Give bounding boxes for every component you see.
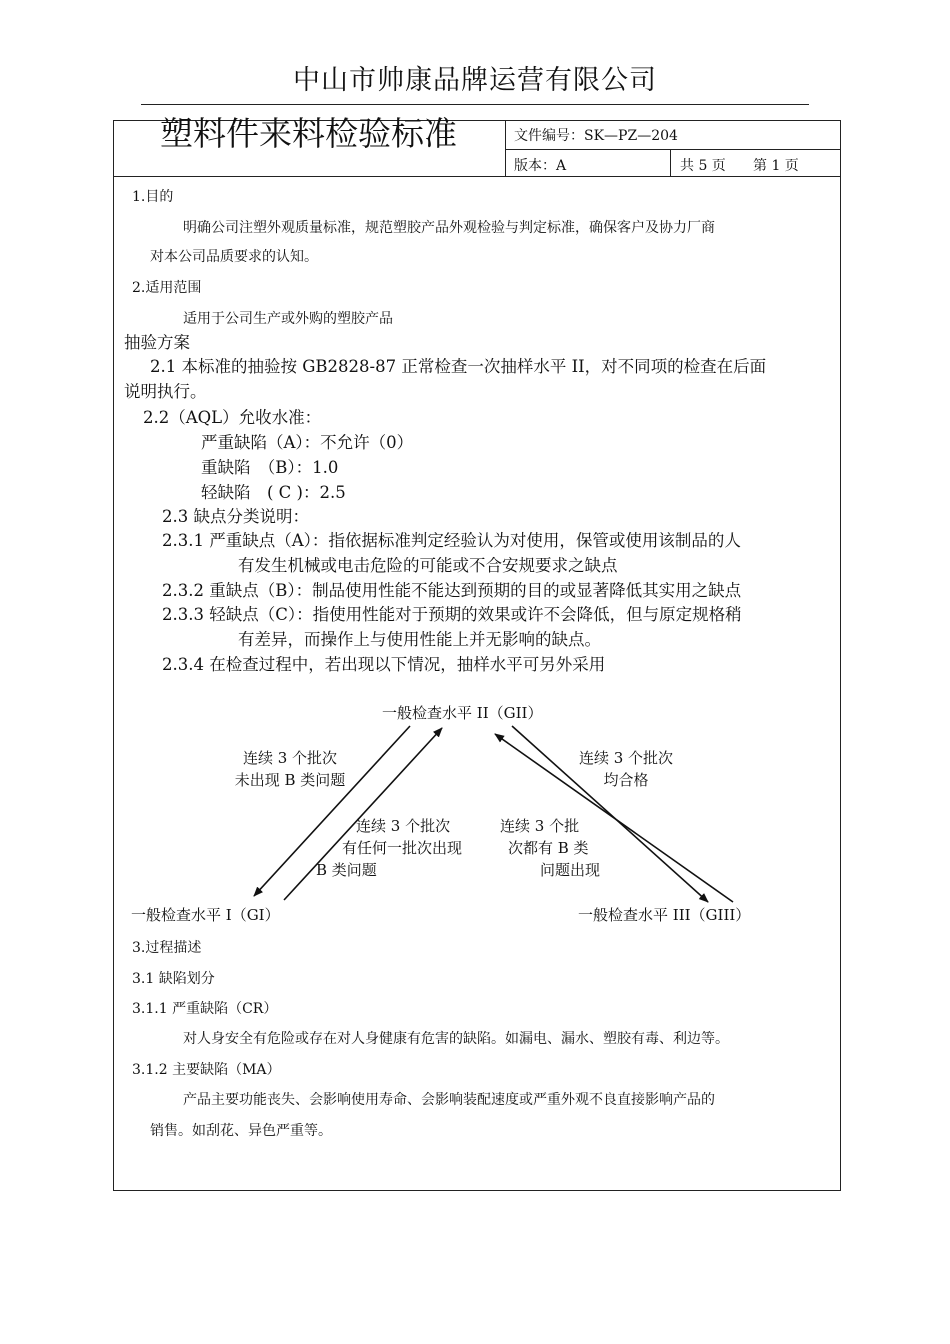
sampling-2-3-2: 2.3.2 重缺点（B）：制品使用性能不能达到预期的目的或显著降低其实用之缺点 xyxy=(162,581,742,600)
sampling-2-1-line-2: 说明执行。 xyxy=(124,382,207,401)
section-1-heading: 1.目的 xyxy=(132,189,174,205)
label-middle-left-3: B 类问题 xyxy=(316,861,377,879)
label-upper-right-2: 均合格 xyxy=(603,771,649,789)
section-2-line-1: 适用于公司生产或外购的塑胶产品 xyxy=(183,311,393,327)
label-upper-left xyxy=(224,747,356,791)
sampling-2-3-3-line-2: 有差异，而操作上与使用性能上并无影响的缺点。 xyxy=(238,630,601,649)
sampling-heading: 抽验方案 xyxy=(124,333,190,352)
label-upper-left-2: 未出现 B 类问题 xyxy=(234,771,346,789)
label-upper-right-1: 连续 3 个批次 xyxy=(578,749,674,767)
node-gii: 一般检查水平 II（GII） xyxy=(382,704,543,722)
section-3-1-2-line-1: 产品主要功能丧失、会影响使用寿命、会影响装配速度或严重外观不良直接影响产品的 xyxy=(183,1092,715,1108)
label-middle-left-2: 有任何一批次出现 xyxy=(342,839,463,857)
document-title: 塑料件来料检验标准 xyxy=(160,114,457,153)
sampling-2-3-1-line-1: 2.3.1 严重缺点（A）：指依据标准判定经验认为对使用，保管或使用该制品的人 xyxy=(162,531,741,550)
sampling-2-2: 2.2（AQL）允收水准： xyxy=(143,408,322,427)
aql-a: 严重缺陷（A）：不允许（0） xyxy=(201,433,414,452)
sampling-2-3-1-line-2: 有发生机械或电击危险的可能或不合安规要求之缺点 xyxy=(238,556,618,575)
section-3-1-1: 3.1.1 严重缺陷（CR） xyxy=(132,1001,278,1017)
page-number: 第 1 页 xyxy=(753,158,799,174)
label-middle-left xyxy=(316,815,478,881)
section-1-line-1: 明确公司注塑外观质量标准，规范塑胶产品外观检验与判定标准，确保客户及协力厂商 xyxy=(183,220,715,236)
total-pages: 共 5 页 xyxy=(680,158,726,174)
section-3-1-1-text: 对人身安全有危险或存在对人身健康有危害的缺陷。如漏电、漏水、塑胶有毒、利边等。 xyxy=(183,1031,729,1047)
node-gi: 一般检查水平 I（GI） xyxy=(131,906,280,924)
doc-number: 文件编号：SK—PZ—204 xyxy=(514,128,678,144)
label-middle-right-1: 连续 3 个批 xyxy=(500,817,580,835)
label-upper-left-1: 连续 3 个批次 xyxy=(242,749,338,767)
aql-b: 重缺陷 （B）：1.0 xyxy=(201,458,339,477)
sampling-2-1-line-1: 2.1 本标准的抽验按 GB2828-87 正常检查一次抽样水平 II，对不同项的检查在后面 xyxy=(150,357,767,376)
label-upper-right xyxy=(566,747,686,791)
sampling-2-3: 2.3 缺点分类说明： xyxy=(162,507,309,526)
label-middle-right-3: 问题出现 xyxy=(540,861,601,879)
section-2-heading: 2.适用范围 xyxy=(132,280,202,296)
section-3-1-2: 3.1.2 主要缺陷（MA） xyxy=(132,1062,281,1078)
aql-c: 轻缺陷 ( C )：2.5 xyxy=(201,483,346,502)
node-giii: 一般检查水平 III（GIII） xyxy=(578,906,751,924)
sampling-2-3-4: 2.3.4 在检查过程中，若出现以下情况，抽样水平可另外采用 xyxy=(162,655,606,674)
section-3-heading: 3.过程描述 xyxy=(132,940,202,956)
version: 版本：A xyxy=(514,158,567,174)
section-1-line-2: 对本公司品质要求的认知。 xyxy=(150,249,318,265)
section-3-1-2-line-2: 销售。如刮花、异色严重等。 xyxy=(150,1123,332,1139)
label-middle-right-2: 次都有 B 类 xyxy=(508,839,589,857)
label-middle-right xyxy=(500,815,630,881)
sampling-2-3-3-line-1: 2.3.3 轻缺点（C）：指使用性能对于预期的效果或许不会降低，但与原定规格稍 xyxy=(162,605,742,624)
label-middle-left-1: 连续 3 个批次 xyxy=(356,817,451,835)
company-name: 中山市帅康品牌运营有限公司 xyxy=(293,65,657,96)
section-3-1: 3.1 缺陷划分 xyxy=(132,971,215,987)
